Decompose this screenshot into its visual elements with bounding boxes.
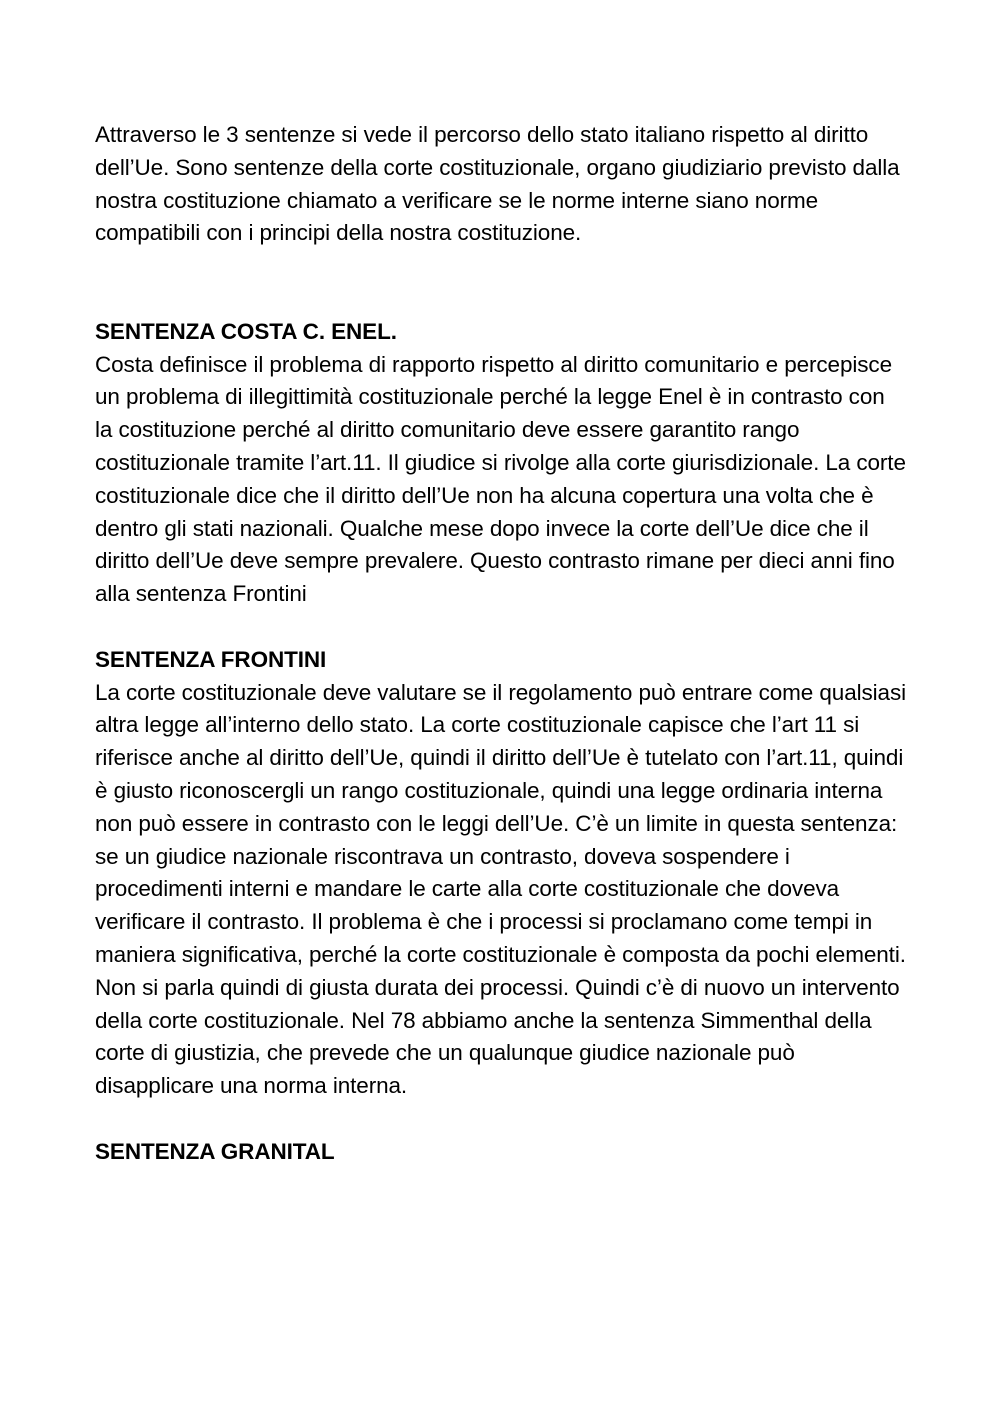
section-paragraph: La corte costituzionale deve valutare se il regolamento può entrare come qualsiasi altra legge all’interno dello stato. La corte costituzionale capisce che l’art 11 si riferisce anche al diritto dell’Ue, quindi il diritto dell’Ue è tutelato con l’art.11, quindi è giusto riconoscergli un rango costituzionale, quindi una legge ordinaria interna non può essere in contrasto con le leggi dell’Ue. C’è un limite in questa sentenza: se un giudice nazionale riscontrava un contrasto, doveva sospendere i procedimenti interni e mandare le carte alla corte costituzionale che doveva verificare il contrasto. Il problema è che i processi si proclamano come tempi in maniera significativa, perché la corte costituzionale è composta da pochi elementi. Non si parla quindi di giusta durata dei processi. Quindi c’è di nuovo un intervento della corte costituzionale. Nel 78 abbiamo anche la sentenza Simmenthal della corte di giustizia, che prevede che un qualunque giudice nazionale può disapplicare una norma interna. [95, 679, 907, 1099]
section-granital [95, 1136, 907, 1169]
section-costa-enel [95, 316, 907, 611]
section-heading: SENTENZA COSTA C. ENEL. [95, 318, 397, 344]
section-paragraph: Costa definisce il problema di rapporto rispetto al diritto comunitario e percepisce un problema di illegittimità costituzionale perché la legge Enel è in contrasto con la costituzione perché al diritto comunitario deve essere garantito rango costituzionale tramite l’art.11. Il giudice si rivolge alla corte giurisdizionale. La corte costituzionale dice che il diritto dell’Ue non ha alcuna copertura una volta che è dentro gli stati nazionali. Qualche mese dopo invece la corte dell’Ue dice che il diritto dell’Ue deve sempre prevalere. Questo contrasto rimane per dieci anni fino alla sentenza Frontini [95, 351, 906, 607]
document-body [95, 119, 907, 1201]
intro-paragraph: Attraverso le 3 sentenze si vede il percorso dello stato italiano rispetto al diritto dell’Ue. Sono sentenze della corte costituzionale, organo giudiziario previsto dalla nostra costituzione chiamato a verificare se le norme interne siano norme compatibili con i principi della nostra costituzione. [95, 122, 900, 246]
section-heading: SENTENZA GRANITAL [95, 1138, 335, 1164]
section-heading: SENTENZA FRONTINI [95, 646, 327, 672]
section-frontini [95, 644, 907, 1103]
